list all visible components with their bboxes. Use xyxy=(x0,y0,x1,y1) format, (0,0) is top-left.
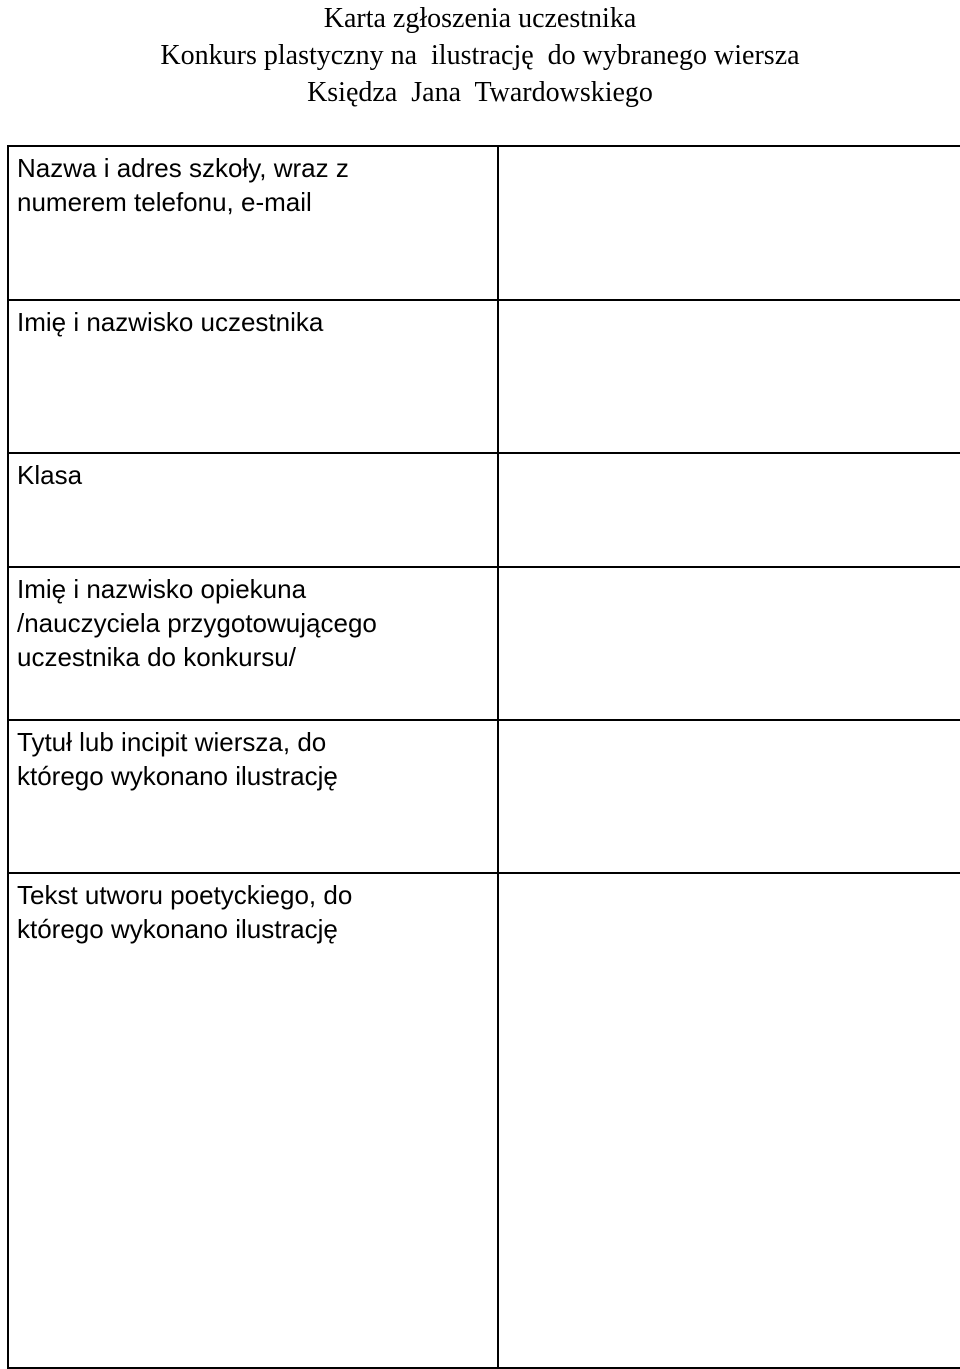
label-participant-name: Imię i nazwisko uczestnika xyxy=(17,307,324,337)
field-teacher-name[interactable] xyxy=(498,567,960,720)
form-title: Karta zgłoszenia uczestnika xyxy=(323,3,637,34)
contest-subject: Księdza Jana Twardowskiego xyxy=(307,77,653,108)
form-row-class xyxy=(8,453,960,567)
contest-name: Konkurs plastyczny na ilustrację do wybranego wiersza xyxy=(160,40,800,71)
label-cell-class xyxy=(8,453,498,567)
field-poem-text[interactable] xyxy=(498,873,960,1368)
label-cell-teacher xyxy=(8,567,498,720)
label-cell-poem-text xyxy=(8,873,498,1368)
label-school-name-address: Nazwa i adres szkoły, wraz z numerem telefonu, e-mail xyxy=(17,153,349,217)
form-row-participant xyxy=(8,300,960,453)
label-class: Klasa xyxy=(17,460,83,490)
field-class[interactable] xyxy=(498,453,960,567)
label-cell-poem-title xyxy=(8,720,498,873)
form-row-poem-text xyxy=(8,873,960,1368)
field-school-name-address[interactable] xyxy=(498,146,960,300)
label-cell-participant xyxy=(8,300,498,453)
field-poem-title[interactable] xyxy=(498,720,960,873)
form-row-teacher xyxy=(8,567,960,720)
form-row-poem-title xyxy=(8,720,960,873)
field-participant-name[interactable] xyxy=(498,300,960,453)
label-cell-school xyxy=(8,146,498,300)
label-teacher-name: Imię i nazwisko opiekuna /nauczyciela przygotowującego uczestnika do konkursu/ xyxy=(17,574,377,672)
form-header xyxy=(0,0,960,111)
registration-form-table xyxy=(7,145,960,1369)
label-poem-text: Tekst utworu poetyckiego, do którego wykonano ilustrację xyxy=(17,880,353,944)
form-row-school xyxy=(8,146,960,300)
label-poem-title: Tytuł lub incipit wiersza, do którego wykonano ilustrację xyxy=(17,727,338,791)
